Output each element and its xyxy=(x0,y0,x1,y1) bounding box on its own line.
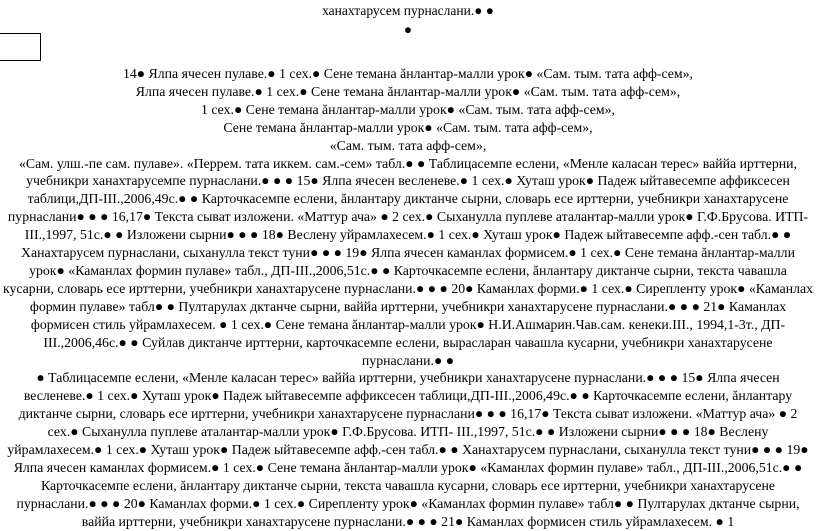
document-body xyxy=(2,65,814,531)
empty-box xyxy=(0,33,41,61)
paragraph: ● Таблицасемпе еслени, «Менле каласан терес» ваййа ирттерни, учебникри ханахтарусене пурнаслани.● ● ● 15● Ялпа ячесен весленеве.● 1 сех.● Хуташ урок● Падеж ыйтавесемпе аффиксесен таблици,ДП-III.,2006,49с.● ● Карточкасемпе еслени, ăнлантару диктанче сырни, словарь есе ирттерни, учебникри ханахтарусене пурнаслани● ● ● 16,17● Текста сыват изложени. «Маттур ача» ● 2 сех.● Сыханулла пуплеве аталантар-малли урок● Г.Ф.Брусова. ИТП- III.,1997, 51с.● ● Изложени сырни● ● ● 18● Веслену уйрамлахесем.● 1 сех.● Хуташ урок● Падеж ыйтавесемпе афф.-сен табл.● ● Ханахтарусем пурнаслани, сыханулла текст туни● ● ● 19● Ялпа ячесен каманлах формисем.● 1 сех.● Сене темана ăнлантар-малли урок● «Каманлах формин пулаве» табл., ДП-III.,2006,51с.● ● Карточкасемпе еслени, ăнлантару диктанче сырни, текста чавашла кусарни, словарь есе ирттерни, учебникри ханахтарусене пурнаслани.● ● ● 20● Каманлах форми.● 1 сех.● Сирепленту урок● «Каманлах формин пулаве» табл● ● Пултарулах дктанче сырни, ваййа ирттерни, учебникри ханахтарусене пурнаслани.● ● ● 21● Каманлах формисен стиль уйрамлахесем. ● 1 xyxy=(7,370,809,529)
paragraph: 1 сех.● Сене темана ăнлантар-малли урок● «Сам. тым. тата афф-сем», xyxy=(201,101,615,117)
paragraph: Сене темана ăнлантар-малли урок● «Сам. тым. тата афф-сем», xyxy=(223,119,593,135)
header-line-2: ● xyxy=(403,22,413,37)
paragraph: «Сам. тым. тата афф-сем», xyxy=(329,137,487,153)
paragraph: 14● Ялпа ячесен пулаве.● 1 сех.● Сене темана ăнлантар-малли урок● «Сам. тым. тата афф-сем», xyxy=(122,66,694,81)
paragraph: Ялпа ячесен пулаве.● 1 сех.● Сене темана ăнлантар-малли урок● «Сам. тым. тата афф-сем», xyxy=(135,83,681,99)
paragraph: «Сам. улш.-пе сам. пулаве». «Перрем. тата иккем. сам.-сем» табл.● ● Таблицасемпе еслени, «Менле каласан терес» ваййа ирттерни, учебникри ханахтарусемпе пурнаслани.● ● ● 15● Ялпа ячесен весленеве.● 1 сех.● Хуташ урок● Падеж ыйтавесемпе аффиксесен таблици,ДП-III.,2006,49с.● ● Карточкасемпе еслени, ăнлантару диктанче сырни, словарь есе ирттерни, учебникри ханахтарусене пурнаслани● ● ● 16,17● Текста сыват изложени. «Маттур ача» ● 2 сех.● Сыханулла пуплеве аталантар-малли урок● Г.Ф.Брусова. ИТП- III.,1997, 51с.● ● Изложени сырни● ● ● 18● Веслену уйрамлахесем.● 1 сех.● Хуташ урок● Падеж ыйтавесемпе афф.-сен табл.● ● Ханахтарусем пурнаслани, сыханулла текст туни● ● ● 19● Ялпа ячесен каманлах формисем.● 1 сех.● Сене темана ăнлантар-малли урок● «Каманлах формин пулаве» табл., ДП-III.,2006,51с.● ● Карточкасемпе еслени, ăнлантару диктанче сырни, текста чавашла кусарни, словарь есе ирттерни, учебникри ханахтарусене пурнаслани.● ● ● 20● Каманлах форми.● 1 сех.● Сирепленту урок● «Каманлах формин пулаве» табл● ● Пултарулах дктанче сырни, ваййа ирттерни, учебникри ханахтарусене пурнаслани.● ● ● 21● Каманлах формисен стиль уйрамлахесем. ● 1 сех.● Сене темана ăнлантар-малли урок● Н.И.Ашмарин.Чав.сам. кенеки.III., 1994,1-3т., ДП-III.,2006,46с.● ● Суйлав диктанче ирттерни, карточкасемпе еслени, выраслаpан чавашла кусарни, учебникри ханахтарусене пурнаслани.● ● xyxy=(2,155,813,368)
header-line-1: ханахтарусем пурнаслани.● ● xyxy=(322,3,494,18)
